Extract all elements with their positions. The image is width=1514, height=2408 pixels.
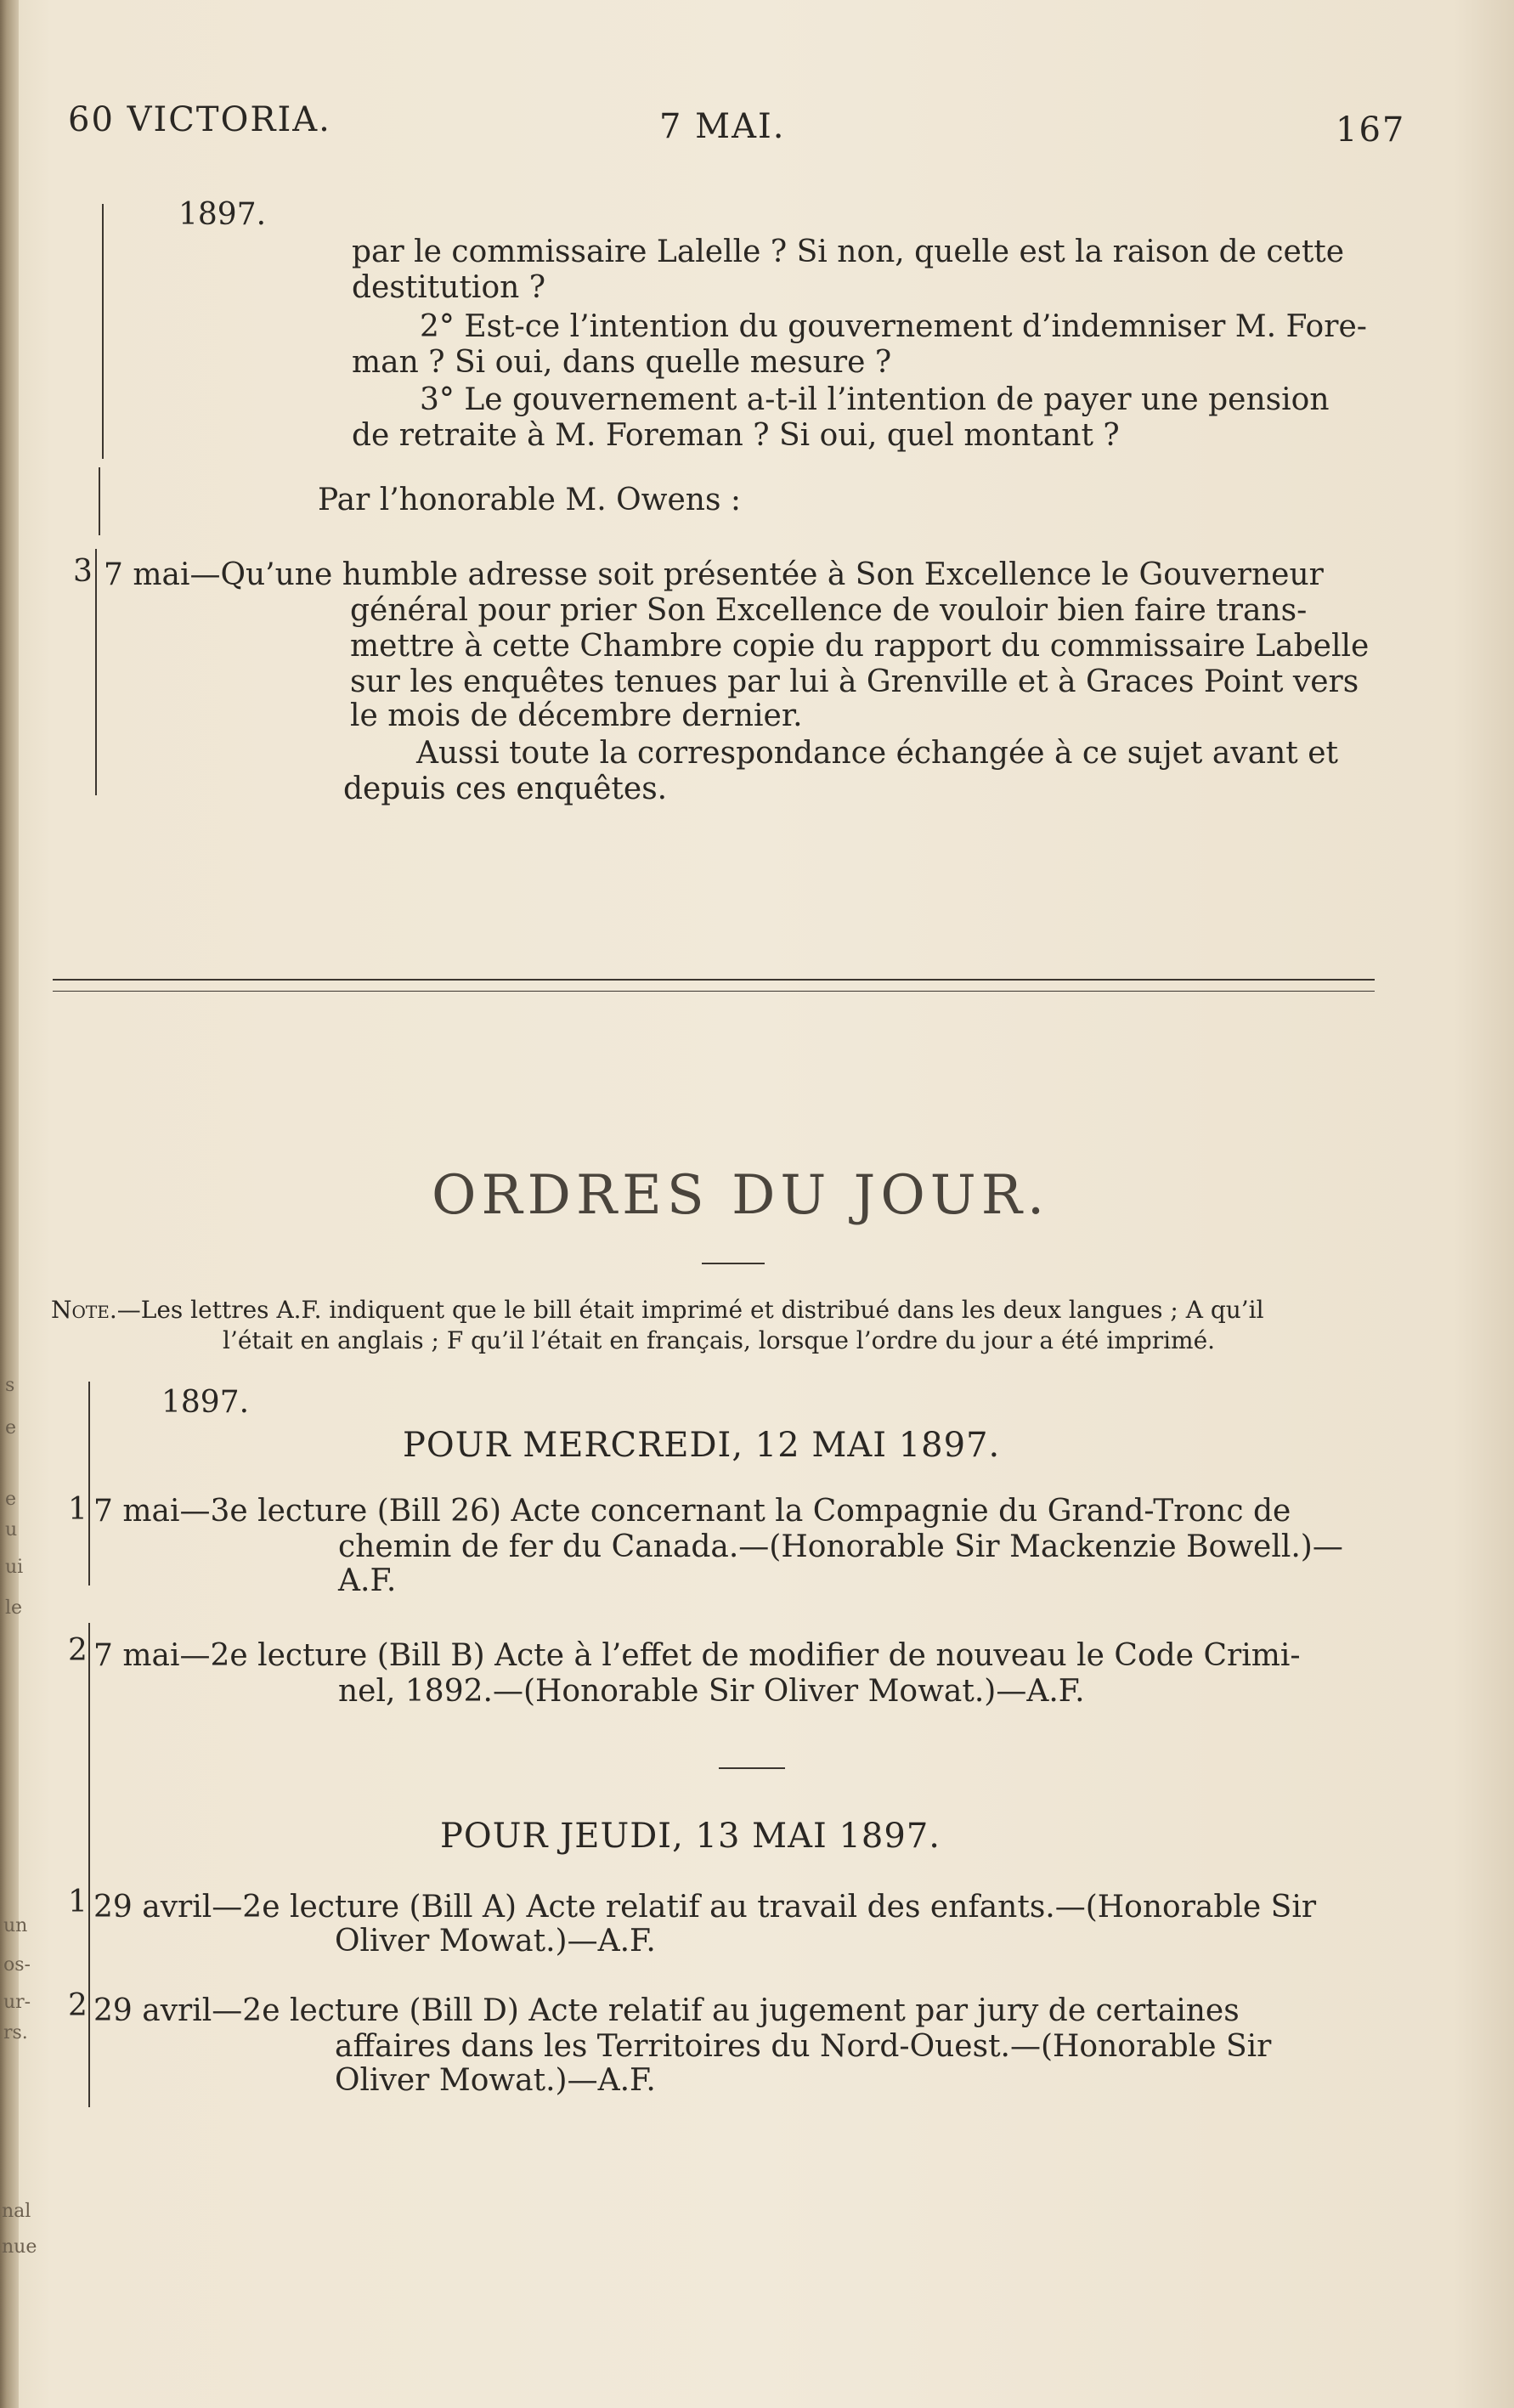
margin-rule xyxy=(88,1886,90,2107)
margin-fragment: nal xyxy=(2,2201,31,2222)
motion-line: sur les enquêtes tenues par lui à Grenville et à Graces Point vers xyxy=(350,664,1359,699)
motion-line: mettre à cette Chambre copie du rapport du commissaire Labelle xyxy=(350,629,1370,664)
question-line: 3° Le gouvernement a-t-il l’intention de payer une pension xyxy=(420,382,1330,417)
item-first-line: 7 mai—3e lecture (Bill 26) Acte concernant la Compagnie du Grand-Tronc de xyxy=(93,1494,1291,1529)
item-number: 1 xyxy=(68,1492,88,1527)
title-underline xyxy=(702,1263,765,1264)
page-number: 167 xyxy=(1336,110,1406,150)
item-first-line: 29 avril—2e lecture (Bill D) Acte relatif au jugement par jury de certaines xyxy=(93,1993,1240,2028)
item-first-line: 29 avril—2e lecture (Bill A) Acte relatif au travail des enfants.—(Honorable Sir xyxy=(93,1890,1317,1925)
subsection-divider xyxy=(719,1767,785,1769)
section-year: 1897. xyxy=(178,197,267,232)
margin-rule xyxy=(95,549,97,795)
item-number: 1 xyxy=(68,1885,88,1919)
book-spine-shadow xyxy=(0,0,19,2408)
item-number: 2 xyxy=(68,1633,88,1668)
section-divider-top xyxy=(53,979,1375,981)
note-text-1: —Les lettres A.F. indiquent que le bill était imprimé et distribué dans les deux langues ; A qu’il xyxy=(116,1296,1264,1324)
note-line-2: l’était en anglais ; F qu’il l’était en français, lorsque l’ordre du jour a été imprimé. xyxy=(223,1326,1216,1354)
ordres-year: 1897. xyxy=(161,1385,250,1420)
motion-line: depuis ces enquêtes. xyxy=(343,772,668,806)
item-line: A.F. xyxy=(338,1563,397,1598)
question-line: de retraite à M. Foreman ? Si oui, quel montant ? xyxy=(352,418,1120,453)
item-line: Oliver Mowat.)—A.F. xyxy=(335,2063,656,2098)
item-line: Oliver Mowat.)—A.F. xyxy=(335,1924,656,1959)
motion-first-line: 7 mai—Qu’une humble adresse soit présentée à Son Excellence le Gouverneur xyxy=(104,557,1324,592)
question-line: 2° Est-ce l’intention du gouvernement d’indemniser M. Fore- xyxy=(420,309,1367,344)
item-first-line: 7 mai—2e lecture (Bill B) Acte à l’effet de modifier de nouveau le Code Crimi- xyxy=(93,1638,1301,1673)
margin-fragment: rs. xyxy=(3,2022,28,2043)
margin-fragment: s xyxy=(5,1375,15,1396)
item-number: 2 xyxy=(68,1988,88,2023)
section-divider-bottom xyxy=(53,991,1375,992)
motion-line: Aussi toute la correspondance échangée à ce sujet avant et xyxy=(416,736,1338,771)
margin-fragment: un xyxy=(3,1915,28,1936)
margin-fragment: e xyxy=(5,1417,17,1439)
margin-fragment: ur- xyxy=(3,1992,31,2013)
question-line: man ? Si oui, dans quelle mesure ? xyxy=(352,345,892,380)
motion-number: 3 xyxy=(73,554,93,589)
margin-fragment: u xyxy=(5,1519,18,1540)
jeudi-heading: POUR JEUDI, 13 MAI 1897. xyxy=(440,1817,941,1856)
motion-line: général pour prier Son Excellence de vouloir bien faire trans- xyxy=(350,593,1308,628)
margin-fragment: ui xyxy=(5,1557,24,1578)
running-header-left: 60 VICTORIA. xyxy=(68,100,331,139)
motion-line: le mois de décembre dernier. xyxy=(350,698,803,733)
question-line: destitution ? xyxy=(352,270,546,305)
margin-fragment: e xyxy=(5,1489,17,1510)
item-line: chemin de fer du Canada.—(Honorable Sir Mackenzie Bowell.)— xyxy=(338,1529,1343,1564)
item-line: affaires dans les Territoires du Nord-Ouest.—(Honorable Sir xyxy=(335,2029,1272,2064)
item-line: nel, 1892.—(Honorable Sir Oliver Mowat.)—A.F. xyxy=(338,1674,1085,1709)
mercredi-heading: POUR MERCREDI, 12 MAI 1897. xyxy=(403,1426,1001,1465)
margin-rule xyxy=(88,1623,90,1895)
mover-line: Par l’honorable M. Owens : xyxy=(318,483,741,517)
margin-fragment: le xyxy=(5,1597,23,1619)
running-header-center: 7 MAI. xyxy=(659,107,786,146)
margin-fragment: os- xyxy=(3,1954,31,1976)
note-label: Note. xyxy=(51,1296,117,1324)
margin-rule xyxy=(102,204,104,459)
margin-rule xyxy=(99,467,100,535)
margin-rule xyxy=(88,1382,90,1586)
note-line-1 xyxy=(51,1297,1264,1324)
margin-fragment: nue xyxy=(2,2236,37,2258)
ordres-du-jour-title: ORDRES DU JOUR. xyxy=(432,1164,1050,1227)
question-line: par le commissaire Lalelle ? Si non, quelle est la raison de cette xyxy=(352,235,1345,269)
